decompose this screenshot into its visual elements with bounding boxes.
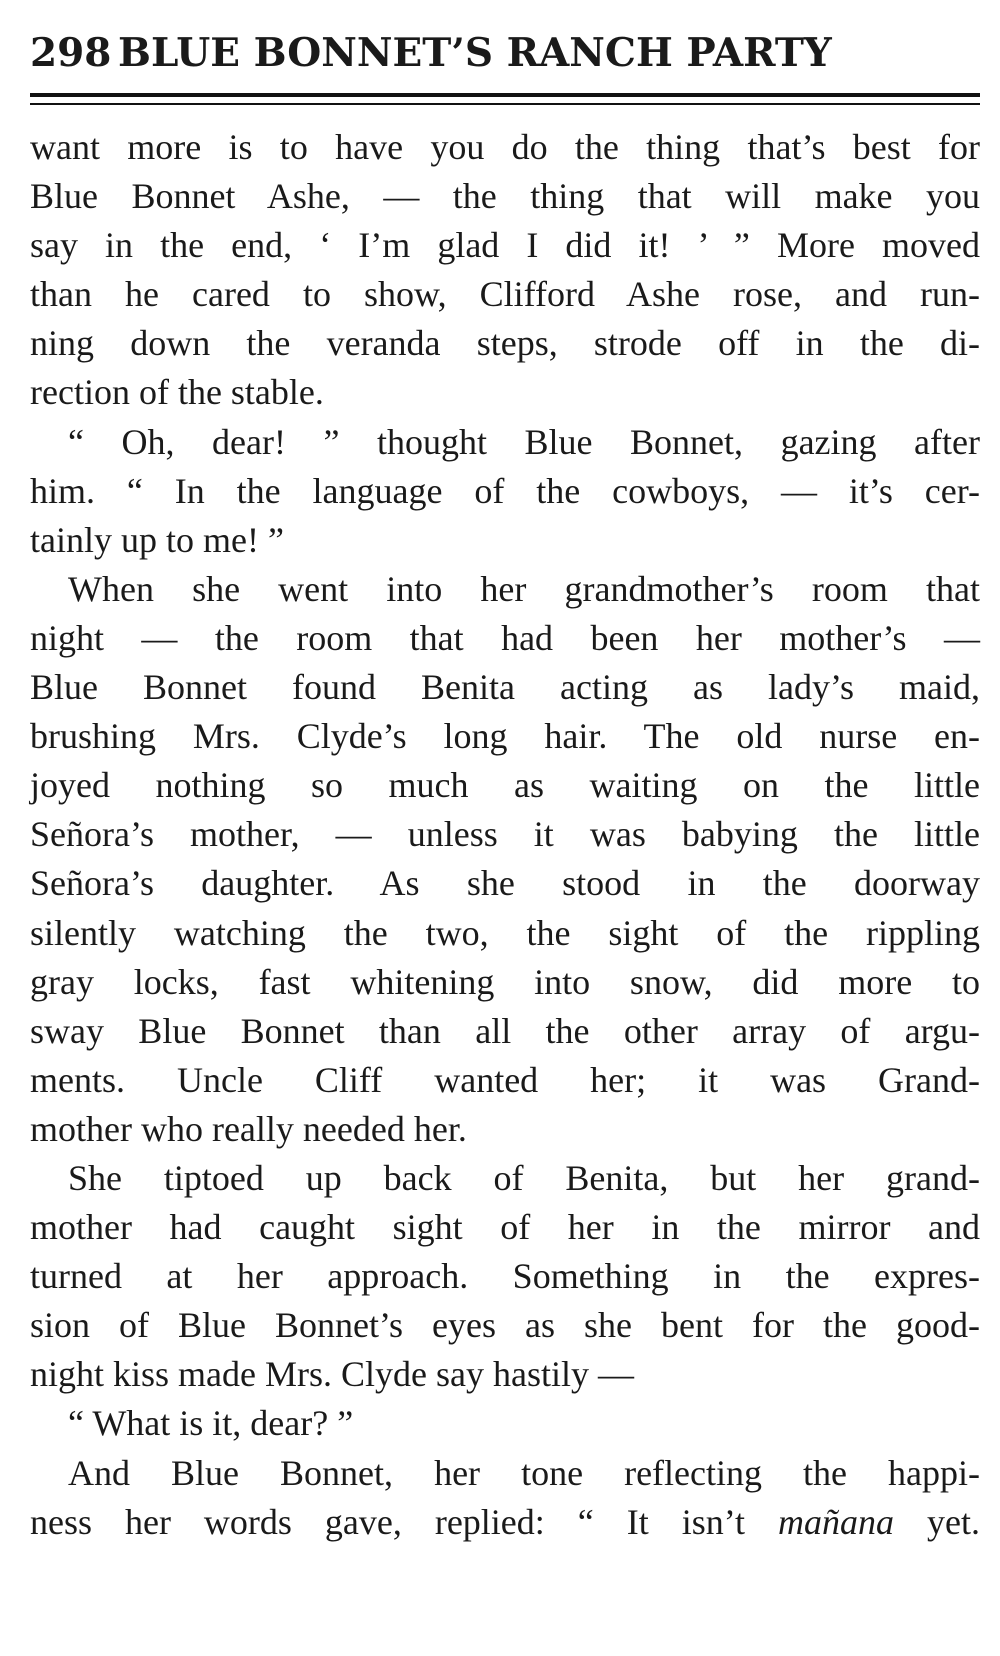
page-header: [30, 18, 980, 88]
header-rule-thick: [30, 93, 980, 97]
page-number: 298: [30, 30, 112, 76]
text-line: tainly up to me! ”: [30, 519, 284, 560]
text-line: Señora’s mother, — unless it was babying the little: [30, 814, 980, 855]
text-line: sion of Blue Bonnet’s eyes as she bent for the good-: [30, 1305, 980, 1346]
text-line: ments. Uncle Cliff wanted her; it was Grand-: [30, 1059, 980, 1100]
text-line: Señora’s daughter. As she stood in the doorway: [30, 863, 980, 904]
text-line: night kiss made Mrs. Clyde say hastily —: [30, 1354, 634, 1395]
text-line: “ Oh, dear! ” thought Blue Bonnet, gazing after: [68, 421, 980, 462]
text-line-final: [30, 1498, 980, 1547]
running-title: BLUE BONNET’S RANCH PARTY: [118, 30, 832, 76]
text-line: Blue Bonnet found Benita acting as lady’s maid,: [30, 667, 980, 708]
text-line: mother had caught sight of her in the mirror and: [30, 1207, 980, 1248]
text-line: him. “ In the language of the cowboys, — it’s cer-: [30, 470, 980, 511]
body-text: [30, 123, 980, 1547]
text-line: night — the room that had been her mother’s —: [30, 617, 980, 658]
text-line: brushing Mrs. Clyde’s long hair. The old nurse en-: [30, 716, 980, 757]
final-line-before: ness her words gave, replied: “ It isn’t: [30, 1501, 779, 1542]
text-line: joyed nothing so much as waiting on the little: [30, 765, 980, 806]
text-line: When she went into her grandmother’s room that: [68, 568, 980, 609]
text-line: And Blue Bonnet, her tone reflecting the happi-: [68, 1452, 980, 1493]
header-rule-thin: [30, 103, 980, 105]
text-line: mother who really needed her.: [30, 1108, 467, 1149]
text-line: than he cared to show, Clifford Ashe rose, and run-: [30, 274, 980, 315]
final-line-italic: mañana: [778, 1501, 895, 1542]
text-line: gray locks, fast whitening into snow, did more to: [30, 961, 980, 1002]
text-line: want more is to have you do the thing that’s best for: [30, 127, 980, 167]
text-line: say in the end, ‘ I’m glad I did it! ’ ” More moved: [30, 225, 980, 266]
text-line: silently watching the two, the sight of the rippling: [30, 912, 980, 953]
text-line: She tiptoed up back of Benita, but her grand-: [68, 1157, 980, 1198]
text-line: Blue Bonnet Ashe, — the thing that will make you: [30, 176, 980, 217]
text-line: “ What is it, dear? ”: [68, 1403, 354, 1444]
final-line-after: yet.: [894, 1501, 980, 1542]
text-line: rection of the stable.: [30, 372, 324, 413]
text-line: sway Blue Bonnet than all the other array of argu-: [30, 1010, 980, 1051]
text-line: ning down the veranda steps, strode off in the di-: [30, 323, 980, 364]
text-line: turned at her approach. Something in the expres-: [30, 1256, 980, 1297]
